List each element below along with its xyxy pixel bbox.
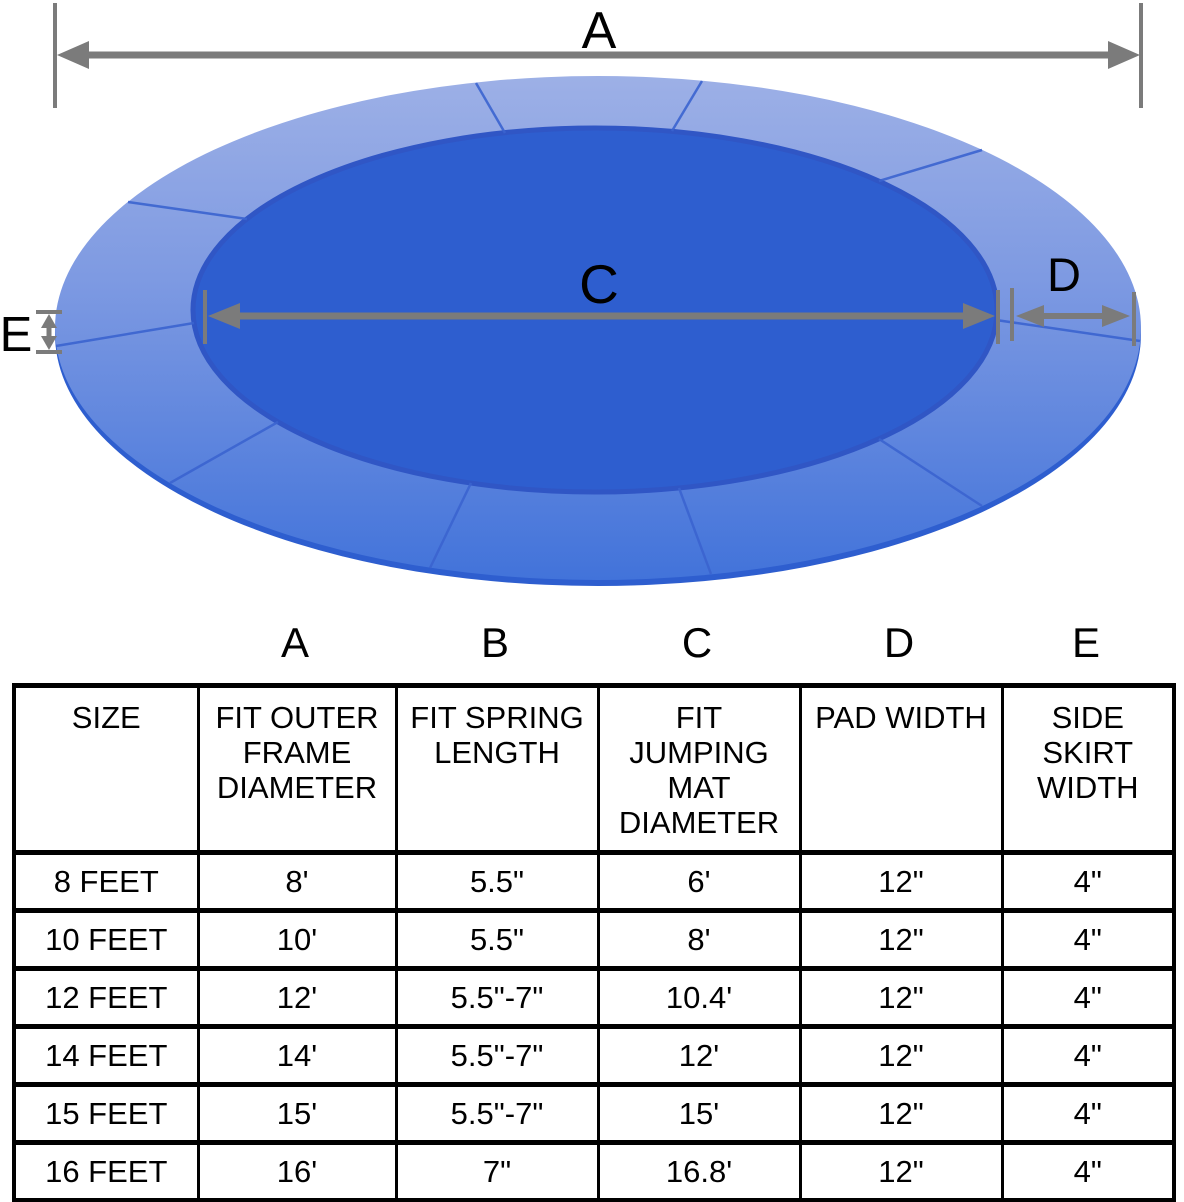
cell-spring-len: 5.5" [396,853,598,911]
cell-spring-len: 5.5" [396,911,598,969]
cell-mat-dia: 12' [598,1027,800,1085]
cell-frame-dia: 16' [198,1143,396,1201]
cell-mat-dia: 16.8' [598,1143,800,1201]
cell-skirt-width: 4" [1002,1085,1174,1143]
dim-label-a: A [581,2,617,60]
size-spec-table [12,683,1176,1202]
cell-mat-dia: 8' [598,911,800,969]
cell-size: 15 FEET [14,1085,198,1143]
header-row [14,686,1174,853]
header-spring-length: FIT SPRING LENGTH [396,686,598,853]
cell-frame-dia: 15' [198,1085,396,1143]
cell-skirt-width: 4" [1002,1027,1174,1085]
cell-size: 16 FEET [14,1143,198,1201]
cell-skirt-width: 4" [1002,1143,1174,1201]
header-size: SIZE [14,686,198,853]
cell-mat-dia: 10.4' [598,969,800,1027]
cell-spring-len: 5.5"-7" [396,1027,598,1085]
cell-pad-width: 12" [800,1027,1002,1085]
cell-frame-dia: 8' [198,853,396,911]
cell-spring-len: 5.5"-7" [396,1085,598,1143]
header-pad-width: PAD WIDTH [800,686,1002,853]
cell-skirt-width: 4" [1002,853,1174,911]
cell-pad-width: 12" [800,853,1002,911]
cell-mat-dia: 15' [598,1085,800,1143]
table-row [14,911,1174,969]
cell-pad-width: 12" [800,911,1002,969]
arrowhead-up-icon [41,314,57,328]
dim-label-e: E [0,308,33,362]
cell-pad-width: 12" [800,1085,1002,1143]
table-row [14,853,1174,911]
dim-label-d: D [1047,248,1081,301]
cell-frame-dia: 12' [198,969,396,1027]
column-letter-c: C [681,619,713,666]
dimension-e [0,308,62,362]
header-outer-frame: FIT OUTER FRAME DIAMETER [198,686,396,853]
dim-label-c: C [579,253,619,315]
table-row [14,1027,1174,1085]
cell-spring-len: 7" [396,1143,598,1201]
arrowhead-down-icon [41,336,57,350]
table-row [14,969,1174,1027]
cell-size: 10 FEET [14,911,198,969]
cell-size: 14 FEET [14,1027,198,1085]
cell-pad-width: 12" [800,969,1002,1027]
cell-frame-dia: 14' [198,1027,396,1085]
arrowhead-right-icon [1108,41,1140,69]
column-letter-b: B [480,619,510,666]
cell-skirt-width: 4" [1002,969,1174,1027]
cell-mat-dia: 6' [598,853,800,911]
arrowhead-left-icon [57,41,89,69]
table-row [14,1143,1174,1201]
column-letter-e: E [1071,619,1101,666]
cell-skirt-width: 4" [1002,911,1174,969]
cell-size: 12 FEET [14,969,198,1027]
cell-size: 8 FEET [14,853,198,911]
cell-frame-dia: 10' [198,911,396,969]
cell-pad-width: 12" [800,1143,1002,1201]
header-side-skirt-width: SIDE SKIRT WIDTH [1002,686,1174,853]
trampoline-pad-ring [55,76,1141,586]
column-letter-a: A [280,619,310,666]
cell-spring-len: 5.5"-7" [396,969,598,1027]
column-letter-d: D [883,619,915,666]
header-jumping-mat: FIT JUMPING MAT DIAMETER [598,686,800,853]
table-row [14,1085,1174,1143]
